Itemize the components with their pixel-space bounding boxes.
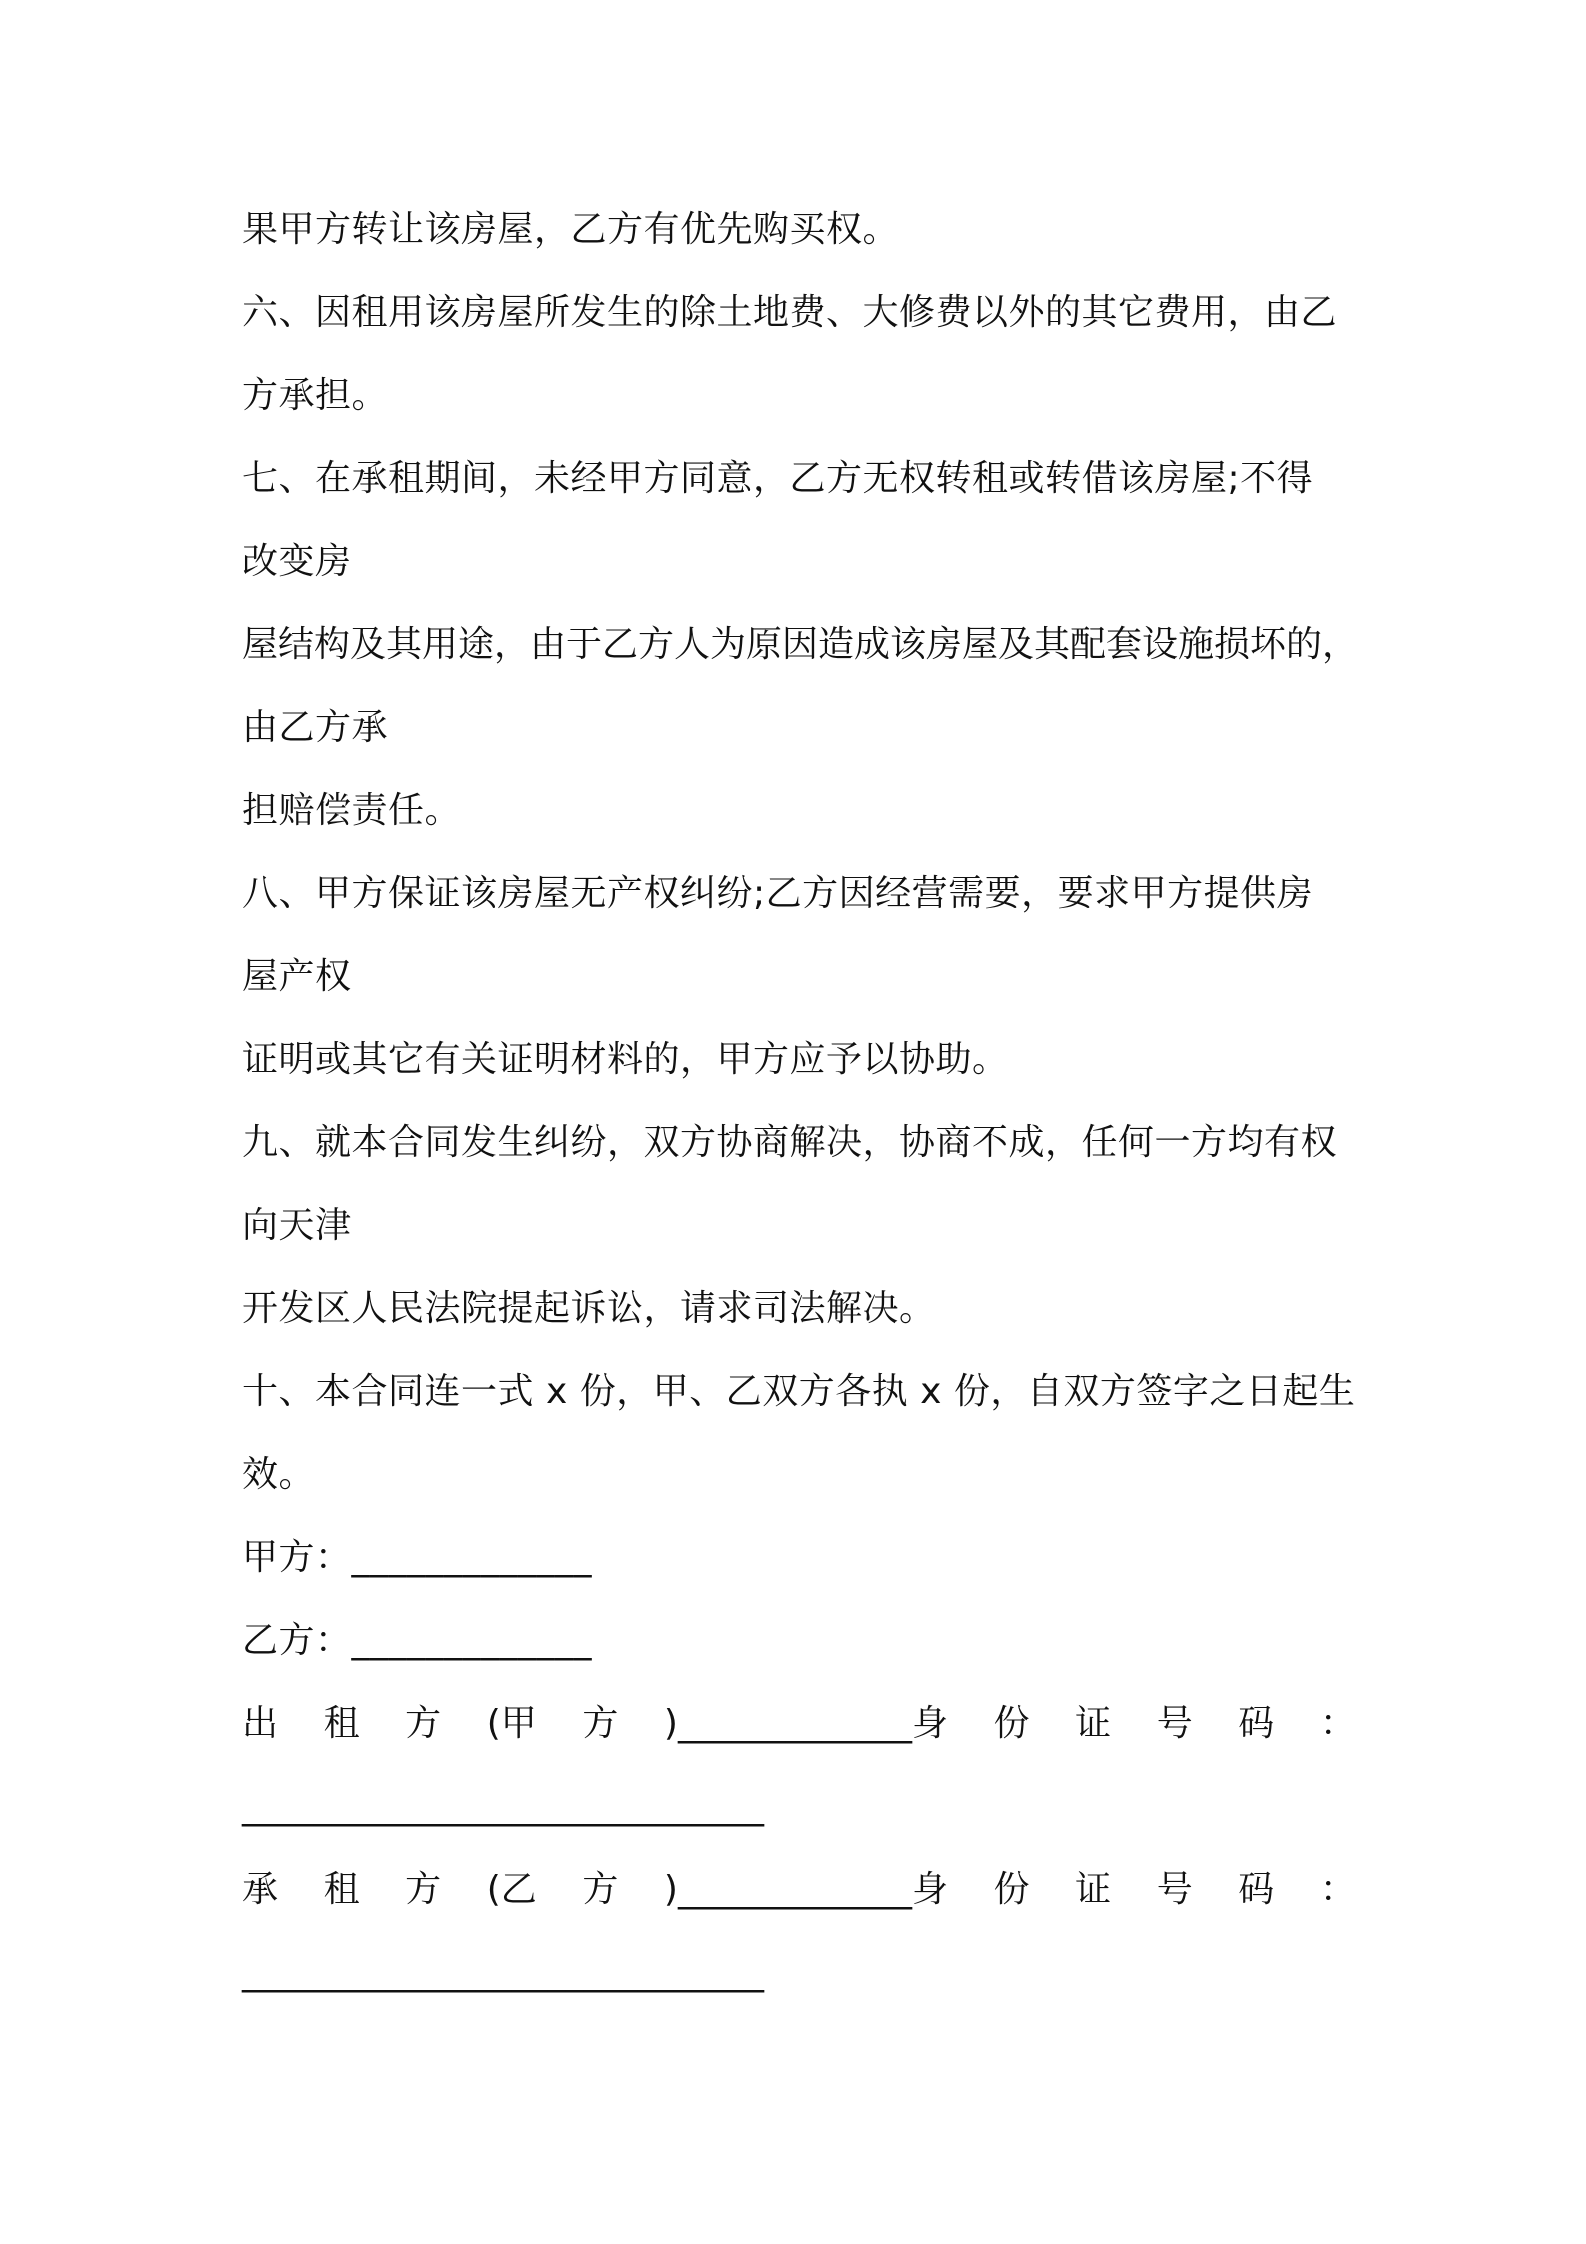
text-line: 屋产权 bbox=[242, 956, 352, 997]
lessor-row-text: 出 bbox=[242, 1703, 279, 1744]
lessee-row-text: )_____________身 bbox=[663, 1869, 948, 1910]
text-line: 由乙方承 bbox=[242, 707, 389, 748]
lessee-row-text: (乙 bbox=[486, 1869, 537, 1910]
text-line: 担赔偿责任。 bbox=[242, 790, 462, 831]
lessee-row-text: 承 bbox=[242, 1869, 279, 1910]
lessor-row-text: 方 bbox=[582, 1703, 619, 1744]
lessor-id-blank: _____________________________ bbox=[242, 1786, 764, 1827]
lessee-row-text: 码 bbox=[1238, 1869, 1275, 1910]
text-line: 十、本合同连一式 x 份，甲、乙双方各执 x 份，自双方签字之日起生 bbox=[242, 1371, 1356, 1412]
text-line: 开发区人民法院提起诉讼，请求司法解决。 bbox=[242, 1288, 936, 1329]
lessee-row-text: 号 bbox=[1156, 1869, 1193, 1910]
text-line: 屋结构及其用途，由于乙方人为原因造成该房屋及其配套设施损坏的， bbox=[242, 624, 1359, 665]
text-line: 效。 bbox=[242, 1454, 316, 1495]
lessee-row bbox=[242, 1868, 1356, 1912]
lessee-row-text: ： bbox=[1319, 1869, 1356, 1910]
lessee-row-text: 方 bbox=[582, 1869, 619, 1910]
lessee-row-text: 份 bbox=[993, 1869, 1030, 1910]
lessor-row bbox=[242, 1702, 1356, 1746]
text-line: 七、在承租期间，未经甲方同意，乙方无权转租或转借该房屋;不得 bbox=[242, 458, 1314, 499]
lessor-row-text: 码 bbox=[1238, 1703, 1275, 1744]
text-line: 改变房 bbox=[242, 541, 352, 582]
lessee-row-text: 方 bbox=[405, 1869, 442, 1910]
party-b-signature: 乙方：_____________ bbox=[242, 1620, 593, 1661]
text-line: 方承担。 bbox=[242, 375, 389, 416]
lessor-row-text: 租 bbox=[323, 1703, 360, 1744]
lessor-row-text: 号 bbox=[1156, 1703, 1193, 1744]
text-line: 六、因租用该房屋所发生的除土地费、大修费以外的其它费用，由乙 bbox=[242, 292, 1338, 333]
lessee-row-text: 证 bbox=[1075, 1869, 1112, 1910]
lessee-row-text: 租 bbox=[323, 1869, 360, 1910]
party-a-signature: 甲方：_____________ bbox=[242, 1537, 593, 1578]
text-line: 果甲方转让该房屋，乙方有优先购买权。 bbox=[242, 209, 900, 250]
lessor-row-text: 证 bbox=[1075, 1703, 1112, 1744]
lessor-row-text: ： bbox=[1319, 1703, 1356, 1744]
lessee-id-blank: _____________________________ bbox=[242, 1952, 764, 1993]
lessor-row-text: (甲 bbox=[486, 1703, 537, 1744]
text-line: 九、就本合同发生纠纷，双方协商解决，协商不成，任何一方均有权 bbox=[242, 1122, 1338, 1163]
text-line: 证明或其它有关证明材料的，甲方应予以协助。 bbox=[242, 1039, 1009, 1080]
text-line: 八、甲方保证该房屋无产权纠纷;乙方因经营需要，要求甲方提供房 bbox=[242, 873, 1314, 914]
text-line: 向天津 bbox=[242, 1205, 352, 1246]
lessor-row-text: 份 bbox=[993, 1703, 1030, 1744]
lessor-row-text: )_____________身 bbox=[663, 1703, 948, 1744]
lessor-row-text: 方 bbox=[405, 1703, 442, 1744]
